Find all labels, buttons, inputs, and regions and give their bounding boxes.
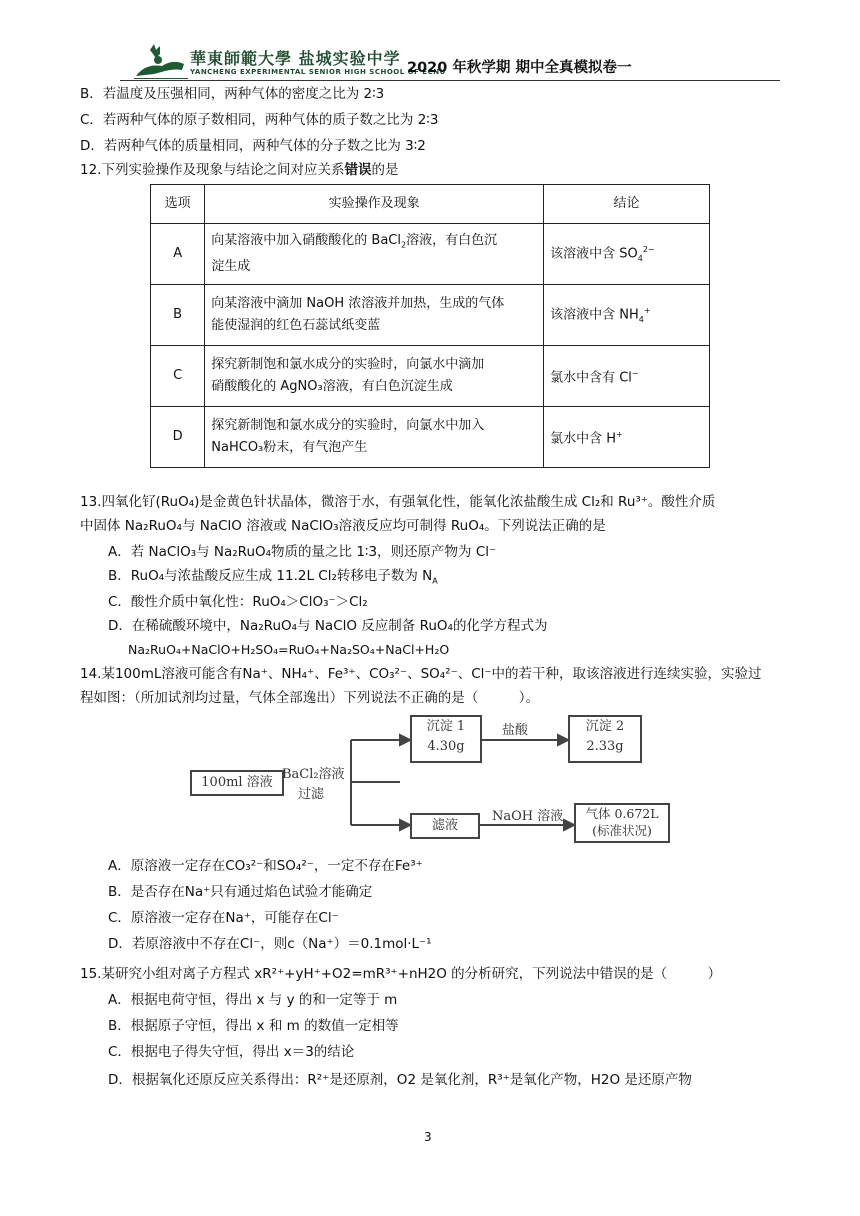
table-header: 实验操作及现象 [205,185,544,224]
header-rule [120,80,780,81]
flow-precipitate2-box: 沉淀 2 2.33g [568,715,642,763]
q12-table [150,184,710,468]
table-header-row [151,185,710,224]
table-cell-conclusion: 该溶液中含 $NH_4^+$ [544,285,710,346]
q13-option-d-equation: Na₂RuO₄+NaClO+H₂SO₄=RuO₄+Na₂SO₄+NaCl+H₂O [128,642,450,657]
table-cell-operation: 向某溶液中加入硝酸酸化的 BaCl$_2$溶液，有白色沉 淀生成 [205,224,544,285]
q14-flow-diagram [186,705,671,840]
flow-gas-box: 气体 0.672L (标准状况) [574,803,670,843]
page-number: 3 [424,1130,432,1144]
table-cell-option: D [151,407,205,468]
table-cell-option: B [151,285,205,346]
q14-stem-line2: 程如图：（所加试剂均过量，气体全部逸出）下列说法不正确的是（ ）。 [80,690,539,706]
q14-option-d: D．若原溶液中不存在Cl⁻，则c（Na⁺）＝0.1mol·L⁻¹ [108,936,432,952]
q15-option-d: D．根据氧化还原反应关系得出：R²⁺是还原剂，O2 是氧化剂，R³⁺是氧化产物，H2O 是还原产物 [108,1072,692,1088]
table-cell-operation: 探究新制饱和氯水成分的实验时，向氯水中滴加 硝酸酸化的 AgNO₃溶液，有白色沉淀生成 [205,346,544,407]
school-name-cn: 華東師範大學 盐城实验中学 [190,49,401,68]
q13-option-d: D．在稀硫酸环境中，Na₂RuO₄与 NaClO 反应制备 RuO₄的化学方程式为 [108,618,548,634]
table-row [151,285,710,346]
table-cell-conclusion: 该溶液中含 $SO_4^{2-}$ [544,224,710,285]
q12-stem-emphasis: 错误 [344,162,372,178]
table-header: 结论 [544,185,710,224]
q13-option-b: B．RuO₄与浓盐酸反应生成 11.2L Cl₂转移电子数为 $N_A$ [108,568,438,586]
q12-stem: 12.下列实验操作及现象与结论之间对应关系错误的是 [80,162,399,178]
flow-start-box: 100ml 溶液 [190,770,284,796]
q14-option-c: C．原溶液一定存在Na⁺，可能存在Cl⁻ [108,910,339,926]
table-cell-operation: 探究新制饱和氯水成分的实验时，向氯水中加入 NaHCO₃粉末，有气泡产生 [205,407,544,468]
table-header: 选项 [151,185,205,224]
q13-option-a: A．若 NaClO₃与 Na₂RuO₄物质的量之比 1∶3，则还原产物为 Cl⁻ [108,544,497,560]
table-cell-option: A [151,224,205,285]
q13-stem-line2: 中固体 Na₂RuO₄与 NaClO 溶液或 NaClO₃溶液反应均可制得 RuO₄。下列说法正确的是 [80,518,606,534]
school-name-en: YANCHENG EXPERIMENTAL SENIOR HIGH SCHOOL OF ECNU [190,68,446,76]
table-cell-option: C [151,346,205,407]
table-cell-conclusion: 氯水中含 H+ [544,407,710,468]
flow-step-filter: 过滤 [298,787,325,802]
table-cell-conclusion: 氯水中含有 Cl− [544,346,710,407]
flow-precipitate1-box: 沉淀 1 4.30g [410,715,482,763]
flow-filtrate-box: 滤液 [410,813,480,839]
q13-stem-line1: 13.四氧化钌(RuO₄)是金黄色针状晶体，微溶于水，有强氧化性，能氧化浓盐酸生成 Cl₂和 Ru³⁺。酸性介质 [80,494,716,510]
q14-stem-line1: 14.某100mL溶液可能含有Na⁺、NH₄⁺、Fe³⁺、CO₃²⁻、SO₄²⁻、Cl⁻中的若干种，取该溶液进行连续实验，实验过 [80,666,762,682]
q11-option-d: D．若两种气体的质量相同，两种气体的分子数之比为 3∶2 [80,138,426,154]
table-row [151,407,710,468]
q13-option-c: C．酸性介质中氧化性：RuO₄＞ClO₃⁻＞Cl₂ [108,594,368,610]
table-row [151,346,710,407]
q14-option-b: B．是否存在Na⁺只有通过焰色试验才能确定 [108,884,373,900]
table-cell-operation: 向某溶液中滴加 NaOH 浓溶液并加热，生成的气体 能使湿润的红色石蕊试纸变蓝 [205,285,544,346]
flow-reagent-hcl: 盐酸 [502,723,529,738]
exam-title: 2020 年秋学期 期中全真模拟卷一 [407,60,632,76]
q14-option-a: A．原溶液一定存在CO₃²⁻和SO₄²⁻，一定不存在Fe³⁺ [108,858,423,874]
q15-option-c: C．根据电子得失守恒，得出 x＝3的结论 [108,1044,355,1060]
q15-stem: 15.某研究小组对离子方程式 xR²⁺+yH⁺+O2=mR³⁺+nH2O 的分析研究，下列说法中错误的是（ ） [80,966,722,982]
q15-option-a: A．根据电荷守恒，得出 x 与 y 的和一定等于 m [108,992,398,1008]
flow-reagent-naoh: NaOH 溶液 [492,809,564,824]
q15-option-b: B．根据原子守恒，得出 x 和 m 的数值一定相等 [108,1018,399,1034]
flow-reagent-bacl2: BaCl₂溶液 [282,767,345,782]
q11-option-b: B．若温度及压强相同，两种气体的密度之比为 2∶3 [80,86,385,102]
table-row [151,224,710,285]
q11-option-c: C．若两种气体的原子数相同，两种气体的质子数之比为 2∶3 [80,112,439,128]
